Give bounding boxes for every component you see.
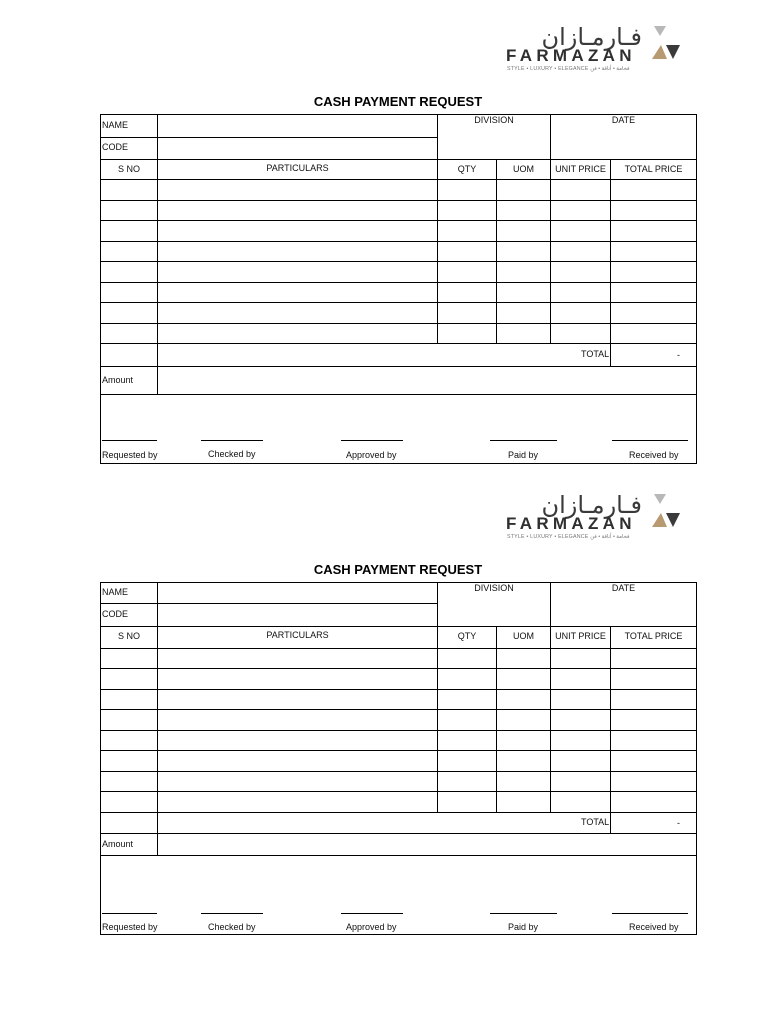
sno-header: S NO	[117, 631, 140, 641]
column-divider	[437, 114, 438, 344]
signature-line	[490, 440, 557, 441]
row-divider	[100, 323, 697, 324]
signature-line	[490, 913, 557, 914]
code-label: CODE	[102, 609, 129, 619]
row-divider	[100, 771, 697, 772]
row-divider	[100, 200, 697, 201]
row-divider	[100, 220, 697, 221]
unit-price-header: UNIT PRICE	[555, 164, 606, 174]
row-divider	[100, 709, 697, 710]
name-label: NAME	[102, 587, 129, 597]
total-value: -	[677, 350, 680, 360]
column-divider	[550, 582, 551, 813]
row-divider	[100, 855, 697, 856]
table-border	[100, 934, 697, 935]
row-divider	[100, 343, 697, 344]
form-title: CASH PAYMENT REQUEST	[313, 562, 483, 577]
amount-label: Amount	[102, 375, 134, 385]
company-logo	[506, 491, 686, 544]
column-divider	[157, 582, 158, 856]
signature-line	[201, 440, 263, 441]
requested-by-label: Requested by	[102, 450, 158, 460]
total-price-header: TOTAL PRICE	[624, 164, 683, 174]
signature-line	[612, 440, 688, 441]
table-border	[696, 582, 697, 935]
row-divider	[100, 668, 697, 669]
signature-line	[341, 440, 403, 441]
sno-header: S NO	[117, 164, 140, 174]
amount-label: Amount	[102, 839, 134, 849]
column-divider	[550, 114, 551, 344]
logo-triangles-icon	[652, 26, 680, 60]
total-price-header: TOTAL PRICE	[624, 631, 683, 641]
logo-tagline: STYLE • LUXURY • ELEGANCE فخامة • أناقة • فن	[507, 66, 630, 72]
column-divider	[610, 626, 611, 834]
paid-by-label: Paid by	[508, 922, 539, 932]
approved-by-label: Approved by	[346, 450, 397, 460]
row-divider	[100, 137, 438, 138]
qty-header: QTY	[457, 164, 477, 174]
row-divider	[100, 791, 697, 792]
table-border	[696, 114, 697, 464]
table-border	[100, 463, 697, 464]
unit-price-header: UNIT PRICE	[555, 631, 606, 641]
logo-english-text: FARMAZAN	[506, 514, 636, 533]
approved-by-label: Approved by	[346, 922, 397, 932]
logo-tagline: STYLE • LUXURY • ELEGANCE فخامة • أناقة • فن	[507, 534, 630, 540]
logo-triangles-icon	[652, 494, 680, 528]
row-divider	[100, 302, 697, 303]
row-divider	[100, 626, 697, 627]
row-divider	[100, 603, 438, 604]
row-divider	[100, 261, 697, 262]
date-label: DATE	[611, 115, 636, 125]
received-by-label: Received by	[629, 922, 679, 932]
uom-header: UOM	[513, 631, 534, 641]
requested-by-label: Requested by	[102, 922, 158, 932]
name-label: NAME	[102, 120, 129, 130]
row-divider	[100, 812, 697, 813]
particulars-header: PARTICULARS	[266, 630, 329, 640]
row-divider	[100, 179, 697, 180]
column-divider	[496, 626, 497, 813]
row-divider	[100, 282, 697, 283]
column-divider	[610, 159, 611, 367]
division-label: DIVISION	[474, 583, 514, 593]
row-divider	[100, 159, 697, 160]
row-divider	[100, 730, 697, 731]
row-divider	[100, 241, 697, 242]
column-divider	[437, 582, 438, 813]
row-divider	[100, 750, 697, 751]
row-divider	[100, 366, 697, 367]
row-divider	[100, 689, 697, 690]
form-title: CASH PAYMENT REQUEST	[313, 94, 483, 109]
total-label: TOTAL	[581, 817, 610, 827]
logo-arabic-text: فـارمـازان	[541, 491, 642, 519]
qty-header: QTY	[457, 631, 477, 641]
checked-by-label: Checked by	[208, 922, 256, 932]
column-divider	[157, 114, 158, 395]
row-divider	[100, 394, 697, 395]
signature-line	[612, 913, 688, 914]
row-divider	[100, 648, 697, 649]
paid-by-label: Paid by	[508, 450, 539, 460]
code-label: CODE	[102, 142, 129, 152]
division-label: DIVISION	[474, 115, 514, 125]
company-logo	[506, 23, 686, 76]
total-label: TOTAL	[581, 349, 610, 359]
signature-line	[201, 913, 263, 914]
date-label: DATE	[611, 583, 636, 593]
signature-line	[102, 440, 157, 441]
column-divider	[496, 159, 497, 344]
signature-line	[341, 913, 403, 914]
received-by-label: Received by	[629, 450, 679, 460]
uom-header: UOM	[513, 164, 534, 174]
logo-arabic-text: فـارمـازان	[541, 23, 642, 51]
checked-by-label: Checked by	[208, 449, 256, 459]
particulars-header: PARTICULARS	[266, 163, 329, 173]
logo-english-text: FARMAZAN	[506, 46, 636, 65]
row-divider	[100, 833, 697, 834]
total-value: -	[677, 818, 680, 828]
signature-line	[102, 913, 157, 914]
